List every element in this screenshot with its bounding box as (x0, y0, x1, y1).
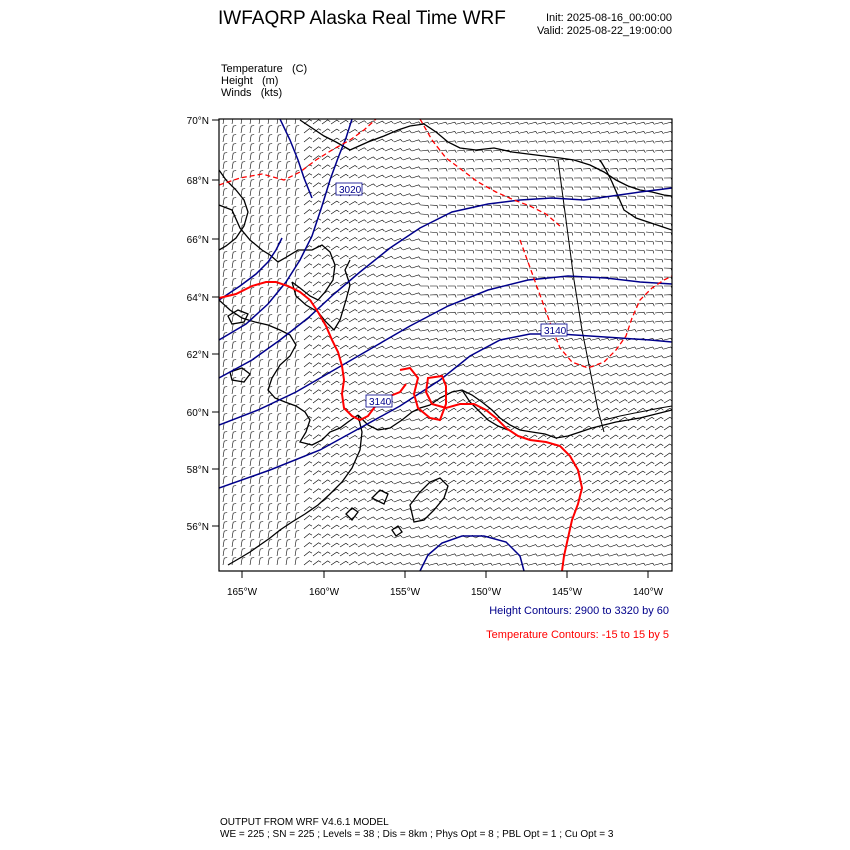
longitude-labels (227, 587, 664, 598)
lon-label: 155°W (389, 587, 421, 598)
longitude-ticks (242, 571, 648, 578)
latitude-ticks (212, 120, 219, 526)
footer-config: WE = 225 ; SN = 225 ; Levels = 38 ; Dis = 8km ; Phys Opt = 8 ; PBL Opt = 1 ; Cu Opt = 3 (220, 829, 614, 840)
contour-label-3140-west (366, 395, 392, 408)
lat-label: 64°N (186, 293, 209, 304)
latitude-labels (187, 116, 209, 533)
svg-text:3140: 3140 (544, 326, 567, 337)
lat-label: 70°N (186, 116, 209, 127)
field-winds: Winds (kts) (221, 87, 283, 99)
lat-label: 56°N (186, 522, 209, 533)
valid-time: Valid: 2025-08-22_19:00:00 (537, 25, 672, 37)
lat-label: 68°N (186, 176, 209, 187)
lon-label: 140°W (632, 587, 664, 598)
init-time: Init: 2025-08-16_00:00:00 (546, 12, 672, 24)
svg-text:3020: 3020 (339, 185, 362, 196)
lat-label: 58°N (186, 465, 209, 476)
height-contour-note: Height Contours: 2900 to 3320 by 60 (489, 605, 669, 617)
field-height: Height (m) (221, 75, 279, 87)
contour-label-3140-east (541, 324, 567, 337)
lon-label: 150°W (470, 587, 502, 598)
lat-label: 60°N (186, 408, 209, 419)
contour-label-3020 (336, 183, 362, 196)
lon-label: 145°W (551, 587, 583, 598)
model-footer (220, 817, 613, 841)
field-temperature: Temperature (C) (221, 63, 308, 75)
lon-label: 160°W (308, 587, 340, 598)
map-title: IWFAQRP Alaska Real Time WRF (218, 8, 506, 29)
lat-label: 62°N (186, 350, 209, 361)
footer-model: OUTPUT FROM WRF V4.6.1 MODEL (220, 817, 389, 828)
lat-label: 66°N (186, 235, 209, 246)
temperature-contour-note: Temperature Contours: -15 to 15 by 5 (486, 629, 669, 641)
lon-label: 165°W (226, 587, 258, 598)
svg-text:3140: 3140 (369, 397, 392, 408)
